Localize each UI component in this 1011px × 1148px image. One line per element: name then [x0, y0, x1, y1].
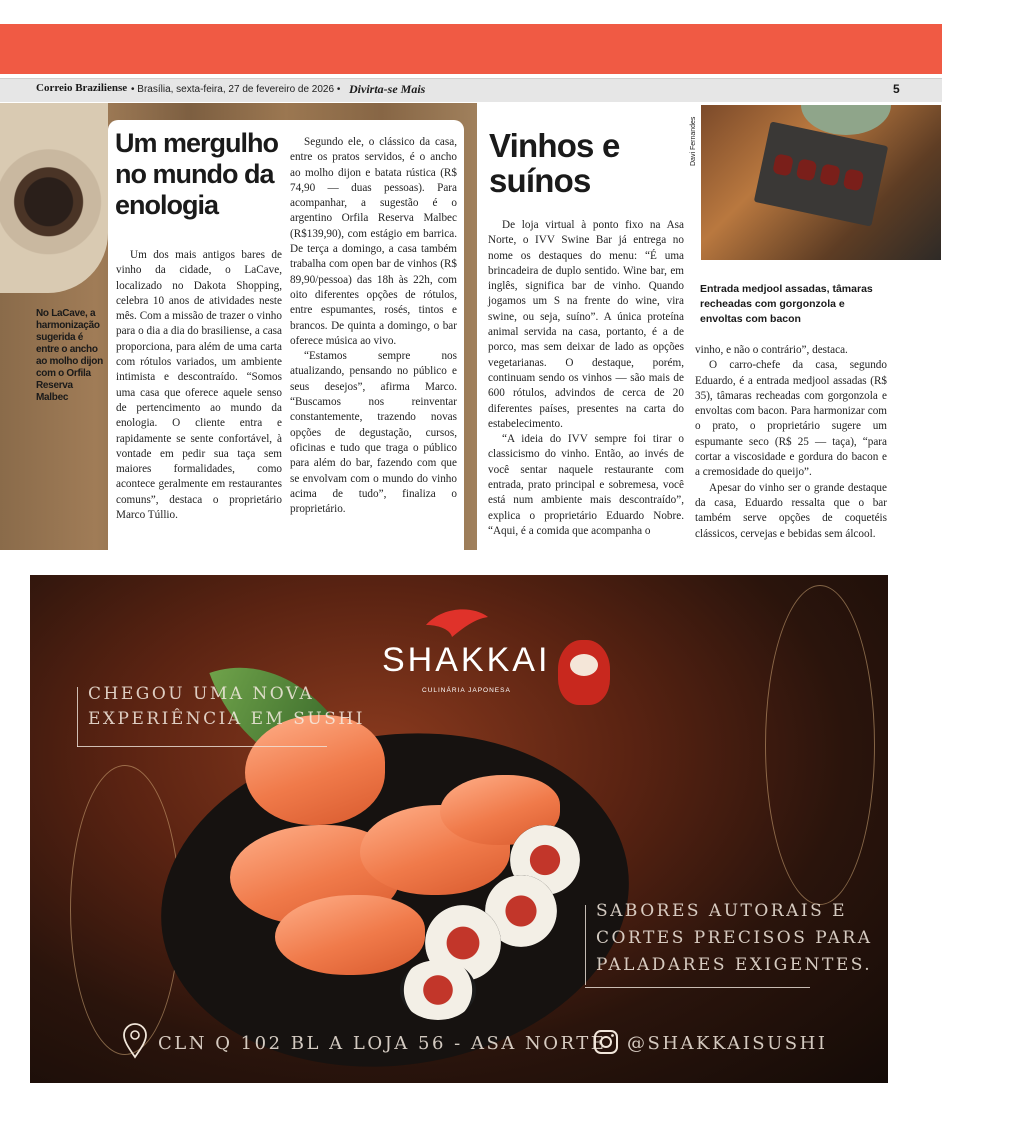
food-bite: [796, 158, 818, 181]
dish-photo: [701, 105, 941, 260]
paragraph: “A ideia do IVV sempre foi tirar o classicismo do vinho. Então, ao invés de você sentar naquele restaurante com entrada, prato principal e sobremesa, você está num ambiente mais descontraído”, explica o proprietário Eduardo Nobre. “Aqui, é a comida que acompanha o: [488, 433, 684, 537]
ad-headline-line: EXPERIÊNCIA EM SUSHI: [88, 709, 365, 729]
instagram-icon: [593, 1029, 619, 1055]
decorative-line: [585, 987, 810, 988]
ad-headline-line: CHEGOU UMA NOVA: [88, 684, 315, 704]
koi-fish-illustration: [765, 585, 875, 905]
food-bite: [819, 163, 841, 186]
ad-instagram-handle: @SHAKKAISUSHI: [627, 1033, 828, 1054]
paragraph: De loja virtual à ponto fixo na Asa Norte, o IVV Swine Bar já entrega no nome os destaques do menu: “É uma brincadeira de duplo sentido. Wine bar, em inglês, significa bar de vinho. Quando jogamos um S na frente do wine, vira swine, ou seja, suíno”. A única proteína animal servida na casa, portanto, é a de porco, mas sem deixar de lado as opções vegetarianas. O destaque, porém, continuam sendo os vinhos — são mais de 600 rótulos, advindos de cerca de 20 diferentes países, presentes na carta do estabelecimento.: [488, 219, 684, 430]
article-right-col2: [695, 343, 887, 542]
ad-slogan-line: PALADARES EXIGENTES.: [596, 955, 873, 975]
page-number: 5: [893, 82, 900, 96]
section-name: Divirta-se Mais: [349, 82, 426, 96]
food-bite: [843, 168, 865, 191]
headline-right: Vinhos e suínos: [489, 127, 620, 199]
top-color-band: [0, 24, 942, 74]
sushi-roll: [400, 960, 476, 1020]
slate-plate: [754, 121, 888, 226]
paragraph: O carro-chefe da casa, segundo Eduardo, é a entrada medjool assadas (R$ 35), tâmaras recheadas com gorgonzola e envoltas com bacon. Para harmonizar com o prato, o proprietário sugere um espumante seco (R$ 25 — taça), “para cortar a viscosidade e gordura do bacon e a cremosidade do queijo”.: [695, 359, 887, 479]
masthead: Correio Braziliense: [36, 82, 128, 94]
paragraph: Apesar do vinho ser o grande destaque da casa, Eduardo ressalta que o bar também serve opções de coquetéis clássicos, cervejas e bebidas sem álcool.: [695, 481, 887, 540]
decorative-line: [77, 746, 327, 747]
ad-slogan: [596, 898, 872, 979]
fish-logo-icon: [422, 603, 492, 639]
ad-slogan-line: SABORES AUTORAIS E: [596, 901, 848, 921]
ad-headline: [88, 682, 365, 732]
headline-left: Um mergulho no mundo da enologia: [115, 128, 279, 220]
article-left-col2: [290, 135, 457, 517]
daruma-face: [570, 654, 598, 676]
photo-credit: Davi Fernandes: [690, 116, 697, 166]
daruma-doll: [558, 640, 610, 705]
photo-caption-left: No LaCave, a harmonização sugerida é entre o ancho ao molho dijon com o Orfila Reserva Malbec: [36, 308, 103, 403]
paragraph: Segundo ele, o clássico da casa, entre os pratos servidos, é o ancho ao molho dijon e batata rústica (R$ 74,90 — duas pessoas). Para acompanhar, a sugestão é o argentino Orfila Reserva Malbec (R$139,90), com estágio em barrica. De terça a domingo, a casa também trabalha com open bar de vinhos (R$ 89,90/pessoa) das 18h às 22h, com oito diferentes opções de rótulos, entre espumantes, rosés, tintos e brancos. De quinta a domingo, o bar oferece música ao vivo.: [290, 136, 457, 347]
ad-slogan-line: CORTES PRECISOS PARA: [596, 928, 873, 948]
salmon-sashimi: [275, 895, 425, 975]
article-right-col1: [488, 218, 684, 539]
paragraph-continuation: vinho, e não o contrário”, destaca.: [695, 344, 848, 356]
ad-address: CLN Q 102 BL A LOJA 56 - ASA NORTE: [158, 1033, 607, 1054]
decorative-line: [77, 687, 78, 747]
food-bite: [772, 153, 794, 176]
ad-brand-name: SHAKKAI: [382, 641, 551, 679]
location-pin-icon: [122, 1023, 148, 1059]
paragraph: “Estamos sempre nos atualizando, pensando no público e seus desejos”, afirma Marco. “Buscamos nos reinventar constantemente, trazendo novas opções de degustação, cursos, oficinas e tudo que traga o público para além do bar, fazendo com que se envolvam com o mundo do vinho acima de tudo”, finaliza o proprietário.: [290, 350, 457, 516]
photo-caption-right: Entrada medjool assadas, tâmaras recheadas com gorgonzola e envoltas com bacon: [700, 283, 873, 325]
header-date: • Brasília, sexta-feira, 27 de fevereiro de 2026 •: [131, 84, 341, 95]
article-left-col1: [116, 248, 282, 523]
wine-glass-photo: [0, 103, 108, 293]
shakkai-advertisement: [30, 575, 888, 1083]
ad-brand-subtitle: CULINÁRIA JAPONESA: [422, 687, 511, 694]
paragraph: Um dos mais antigos bares de vinho da cidade, o LaCave, localizado no Dakota Shopping, celebra 10 anos de atividades neste mês. Com a missão de trazer o vinho para o dia a dia do brasiliense, a casa proporciona, para além de uma carta com rótulos variados, um ambiente intimista e descontraído. “Somos uma casa que oferece aquele senso de pertencimento ao mundo da enologia. O cliente entra e rapidamente se sente confortável, à vontade em pedir sua taça sem maiores formalidades, como acontece geralmente em restaurantes comuns”, destaca o proprietário Marco Túllio.: [116, 249, 282, 522]
decorative-line: [585, 905, 586, 985]
